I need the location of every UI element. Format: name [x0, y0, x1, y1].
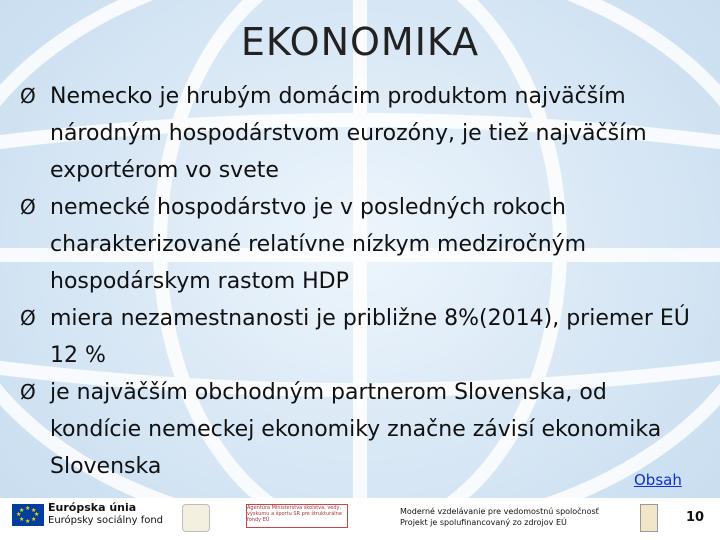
bullet-list: [20, 78, 700, 485]
eu-logo-text: [48, 502, 163, 527]
bullet-text: Nemecko je hrubým domácim produktom najväčším národným hospodárstvom eurozóny, je tiež najväčším exportérom vo svete: [50, 84, 647, 183]
eu-logo: [12, 502, 163, 527]
bullet-item: [20, 300, 700, 374]
footer-line-1: Moderné vzdelávanie pre vedomostnú spoločnosť: [400, 507, 599, 516]
arrow-bullet-icon: Ø: [20, 84, 36, 108]
eu-title: Európska únia: [48, 501, 137, 514]
footer-bar: [0, 498, 720, 540]
school-emblem-icon: [640, 504, 658, 532]
agency-logo: Agentúra Ministerstva školstva, vedy, výskumu a športu SR pre štrukturálne fondy EÚ: [246, 504, 348, 528]
eu-flag-icon: ★ ★ ★ ★ ★ ★ ★ ★: [12, 504, 44, 526]
partner-emblem-icon: [182, 504, 210, 532]
bullet-text: miera nezamestnanosti je približne 8%(2014), priemer EÚ 12 %: [50, 306, 690, 368]
footer-project-text: [400, 506, 599, 528]
bullet-item: [20, 374, 700, 485]
bullet-item: [20, 78, 700, 189]
footer-line-2: Projekt je spolufinancovaný zo zdrojov EÚ: [400, 518, 567, 527]
bullet-item: [20, 189, 700, 300]
bullet-text: nemecké hospodárstvo je v posledných rokoch charakterizované relatívne nízkym medziročným hospodárskym rastom HDP: [50, 195, 587, 294]
arrow-bullet-icon: Ø: [20, 195, 36, 219]
arrow-bullet-icon: Ø: [20, 380, 36, 404]
arrow-bullet-icon: Ø: [20, 306, 36, 330]
bullet-text: je najväčším obchodným partnerom Slovenska, od kondície nemeckej ekonomiky značne závisí ekonomika Slovenska: [50, 380, 662, 479]
slide-title: EKONOMIKA: [240, 20, 480, 64]
page-number: 10: [686, 510, 705, 525]
obsah-link[interactable]: Obsah: [634, 471, 682, 489]
eu-subtitle: Európsky sociálny fond: [48, 515, 164, 526]
